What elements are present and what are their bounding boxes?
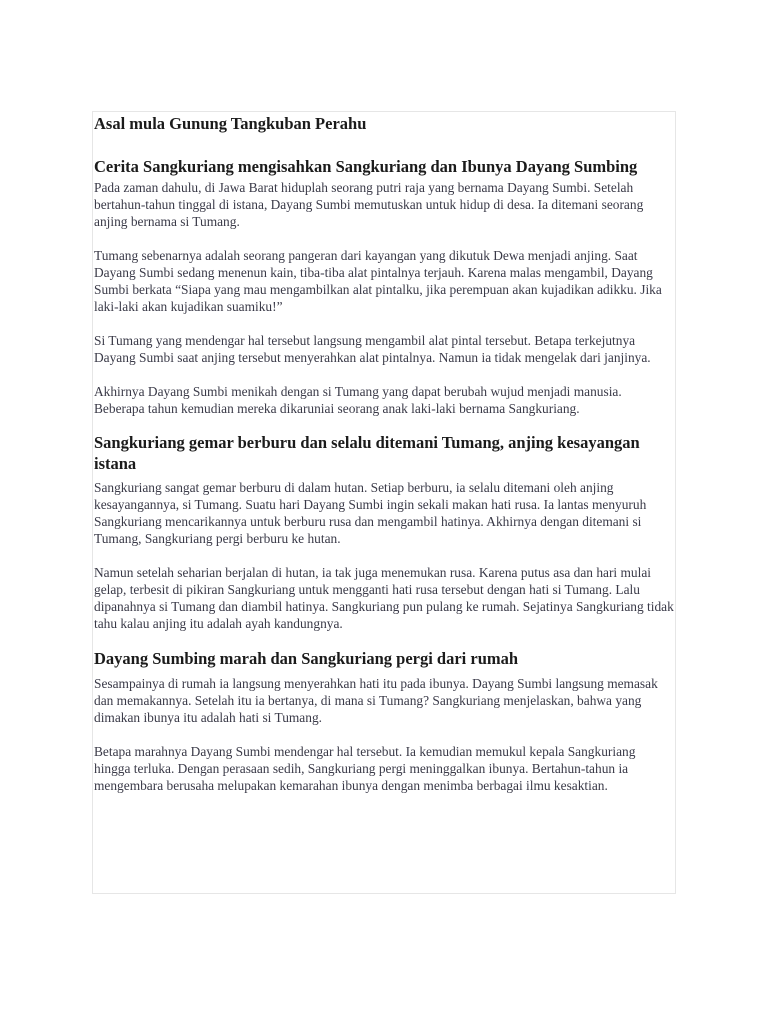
paragraph: Sesampainya di rumah ia langsung menyerahkan hati itu pada ibunya. Dayang Sumbi langsung memasak dan memakannya. Setelah itu ia bertanya, di mana si Tumang? Sangkuriang menjelaskan, bahwa yang dimakan ibunya itu adalah hati si Tumang. [94, 676, 658, 725]
section-1 [94, 156, 675, 417]
paragraph: Pada zaman dahulu, di Jawa Barat hiduplah seorang putri raja yang bernama Dayang Sumbi. Setelah bertahun-tahun tinggal di istana, Dayang Sumbi memutuskan untuk hidup di desa. Ia ditemani seorang anjing bernama si Tumang. [94, 180, 644, 229]
paragraph: Betapa marahnya Dayang Sumbi mendengar hal tersebut. Ia kemudian memukul kepala Sangkuriang hingga terluka. Dengan perasaan sedih, Sangkuriang pergi meninggalkan ibunya. Bertahun-tahun ia mengembara berusaha melupakan kemarahan ibunya dengan menimba berbagai ilmu kesaktian. [94, 744, 636, 793]
document-title: Asal mula Gunung Tangkuban Perahu [94, 114, 367, 133]
paragraph: Akhirnya Dayang Sumbi menikah dengan si Tumang yang dapat berubah wujud menjadi manusia. Beberapa tahun kemudian mereka dikaruniai seorang anak laki-laki bernama Sangkuriang. [94, 384, 622, 416]
section-heading: Sangkuriang gemar berburu dan selalu ditemani Tumang, anjing kesayangan istana [94, 433, 640, 473]
paragraph: Sangkuriang sangat gemar berburu di dalam hutan. Setiap berburu, ia selalu ditemani oleh anjing kesayangannya, si Tumang. Suatu hari Dayang Sumbi ingin sekali makan hati rusa. Ia lantas menyuruh Sangkuriang mencarikannya untuk berburu rusa dan mengambil hatinya. Akhirnya dengan ditemani si Tumang, Sangkuriang pergi berburu ke hutan. [94, 480, 647, 546]
paragraph: Si Tumang yang mendengar hal tersebut langsung mengambil alat pintal tersebut. Betapa terkejutnya Dayang Sumbi saat anjing tersebut menyerahkan alat pintalnya. Namun ia tidak mengelak dari janjinya. [94, 333, 651, 365]
paragraph: Tumang sebenarnya adalah seorang pangeran dari kayangan yang dikutuk Dewa menjadi anjing. Saat Dayang Sumbi sedang menenun kain, tiba-tiba alat pintalnya terjauh. Karena malas mengambil, Dayang Sumbi berkata “Siapa yang mau mengambilkan alat pintalku, jika perempuan akan kujadikan adikku. Jika laki-laki akan kujadikan suamiku!” [94, 248, 662, 314]
paragraph: Namun setelah seharian berjalan di hutan, ia tak juga menemukan rusa. Karena putus asa dan hari mulai gelap, terbesit di pikiran Sangkuriang untuk mengganti hati rusa tersebut dengan hati si Tumang. Lalu dipanahnya si Tumang dan diambil hatinya. Sangkuriang pun pulang ke rumah. Sejatinya Sangkuriang tidak tahu kalau anjing itu adalah ayah kandungnya. [94, 565, 674, 631]
section-2 [94, 432, 675, 632]
section-heading: Dayang Sumbing marah dan Sangkuriang pergi dari rumah [94, 649, 519, 668]
section-heading: Cerita Sangkuriang mengisahkan Sangkuriang dan Ibunya Dayang Sumbing [94, 157, 638, 176]
document-page [92, 111, 676, 894]
section-3 [94, 648, 675, 794]
